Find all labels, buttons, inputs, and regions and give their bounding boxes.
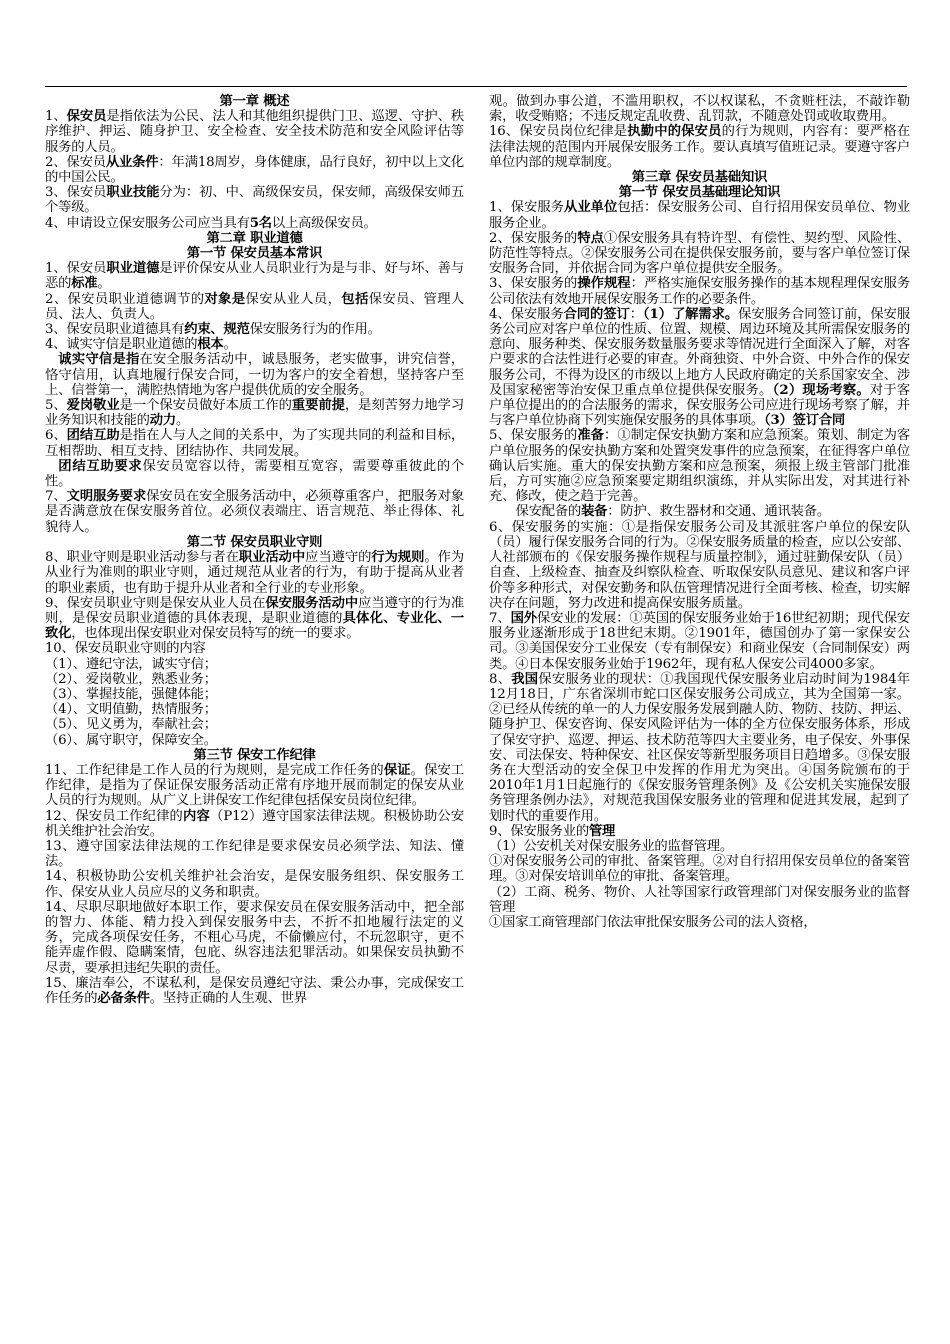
paragraph: 2、保安员职业道德调节的对象是保安从业人员，包括保安员、管理人员、法人、负责人。 [45, 291, 465, 322]
paragraph: 保安配备的装备：防护、救生器材和交通、通讯装备。 [515, 504, 830, 520]
paragraph: 3、保安员职业道德具有约束、规范保安服务行为的作用。 [45, 322, 381, 338]
paragraph: 9、保安员职业守则是保安从业人员在保安服务活动中应当遵守的行为准则，是保安员职业道德的具体表现，是职业道德的具体化、专业化、一致化，也体现出保安职业对保安员特写的统一的要求。 [45, 595, 464, 642]
paragraph: 5、爱岗敬业是一个保安员做好本质工作的重要前提，是刻苦努力地学习业务知识和技能的动力。 [45, 398, 465, 429]
list-item: （6）、属守职守，保障安全。 [45, 732, 217, 748]
paragraph: 11、工作纪律是工作人员的行为规则，是完成工作任务的保证。保安工作纪律，是指为了保证保安服务活动正常有序地开展而制定的保安从业人员的行为规则。从广义上讲保安工作纪律包括保安员岗位纪律。 [45, 762, 464, 809]
right-column [489, 94, 910, 930]
paragraph: 15、廉洁奉公，不谋私利，是保安员遵纪守法、秉公办事，完成保安工作任务的必备条件。坚持正确的人生观、世界 [45, 975, 464, 1006]
list-item: （5）、见义勇为，奉献社会； [45, 717, 217, 733]
paragraph: 10、保安员职业守则的内容 [45, 641, 206, 657]
paragraph: 7、文明服务要求保安员在安全服务活动中，必须尊重客户，把服务对象是否满意放在保安服务首位。必须仪表端庄、语言规范、举止得体、礼貌待人。 [45, 489, 464, 535]
paragraph: 8、职业守则是职业活动参与者在职业活动中应当遵守的行为规则。作为从业行为准则的职业守则，通过规范从业者的行为，有助于提高从业者的职业素质，也有助于提升从业者和全行业的专业形象。 [45, 550, 465, 596]
paragraph: 2、保安服务的特点①保安服务具有特许型、有偿性、契约型、风险性、防范性等特点。②保安服务公司在提供保安服务前，要与客户单位签订保安服务合同，并依据合同为客户单位提供安全服务。 [489, 230, 910, 277]
paragraph: 16、保安员岗位纪律是执勤中的保安员的行为规则，内容有：要严格在法律法规的范围内开展保安服务工作。要认真填写值班记录。要遵守客户单位内部的规章制度。 [489, 124, 910, 170]
paragraph: 2、保安员从业条件：年满18周岁，身体健康，品行良好，初中以上文化的中国公民。 [45, 154, 464, 186]
paragraph: 14、积极协助公安机关维护社会治安，是保安服务组织、保安服务工作、保安从业人员应尽的义务和职责。 [45, 869, 464, 900]
section-title: 第一节 保安员基本常识 [186, 246, 323, 262]
chapter-1-title: 第一章 概述 [219, 94, 290, 109]
paragraph: ①国家工商管理部门依法审批保安服务公司的法人资格， [489, 914, 817, 930]
paragraph: （1）公安机关对保安服务业的监督管理。 [489, 838, 734, 854]
paragraph: 5、保安服务的准备：①制定保安执勤方案和应急预案。策划、制定为客户单位服务的保安执勤方案和处置突发事件的应急预案，在征得客户单位确认后实施。重大的保安执勤方案和应急预案，须报上级主管部门批准后，方可实施②应急预案要定期组织演练，并从实际出发，对其进行补充、修改，使之趋于完善。 [489, 428, 910, 505]
paragraph: 诚实守信是指在安全服务活动中，诚恳服务，老实做事，讲究信誉，恪守信用，认真地履行保安合同，一切为客户的安全着想，坚持客户至上、信誉第一，满腔热情地为客户提供优质的安全服务。 [45, 352, 464, 398]
paragraph: 3、保安服务的操作规程：严格实施保安服务操作的基本规程理保安服务公司依法有效地开展保安服务工作的必要条件。 [489, 276, 910, 307]
paragraph: 6、保安服务的实施：①是指保安服务公司及其派驻客户单位的保安队（员）履行保安服务合同的行为。②保安服务质量的检查，应以公安部、人社部颁布的《保安服务操作规程与质量控制》，通过驻勤保安队（员）自查、上级检查、抽查及纠察队检查、听取保安队员意见、建议和客户评价等多种形式，对保安勤务和队伍管理情况进行全面考核、检查，切实解决存在问题，努力改进和提高保安服务质量。 [489, 519, 910, 611]
chapter-3-title: 第三章 保安员基础知识 [631, 170, 768, 186]
paragraph: 9、保安服务业的管理 [489, 823, 616, 839]
paragraph: 1、保安服务从业单位包括：保安服务公司、自行招用保安员单位、物业服务企业。 [489, 200, 910, 231]
paragraph: 4、保安服务合同的签订：（1）了解需求。保安服务合同签订前，保安服务公司应对客户单位的性质、位置、规模、周边环境及其所需保安服务的意向、服务种类、保安服务数量服务要求等情况进行全面深入了解，对客户要求的合法性进行必要的审查。外商独资、中外合资、中外合作的保安服务公司，不得为设区的市级以上地方人民政府确定的关系国家安全、涉及国家秘密等治安保卫重点单位提供保安服务。（2）现场考察。对于客户单位提出的的合法服务的需求，保安服务公司应进行现场考察了解，并与客户单位协商下列实施保安服务的具体事项。（3）签订合同 [489, 306, 910, 429]
paragraph: 1、保安员职业道德是评价保安从业人员职业行为是与非、好与坏、善与恶的标准。 [45, 261, 464, 292]
list-item: （3）、掌握技能，强健体能； [45, 686, 217, 702]
list-item: （2）、爱岗敬业，熟悉业务； [45, 671, 217, 687]
paragraph: 1、保安员是指依法为公民、法人和其他组织提供门卫、巡逻、守护、秩序维护、押运、随身护卫、安全检查、安全技术防范和安全风险评估等服务的人员。 [45, 109, 464, 155]
paragraph: 8、我国保安服务业的现状：①我国现代保安服务业启动时间为1984年12月18日，广东省深圳市蛇口区保安服务公司成立，其为全国第一家。②已经从传统的单一的人力保安服务发展到融人防、物防、技防、押运、随身护卫、保安咨询、保安风险评估为一体的全方位保安服务体系，形成了保安守护、巡逻、押运、技术防范等四大主要业务，电子保安、外事保安、司法保安、特种保安、社区保安等新型服务项目日趋增多。③保安服务在大型活动的安全保卫中发挥的作用尤为突出。④国务院颁布的于2010年1月1日起施行的《保安服务管理条例》及《公安机关实施保安服务管理条例办法》，对规范我国保安服务业的管理和促进其发展，起到了划时代的重要作用。 [489, 671, 911, 824]
paragraph: 7、国外保安业的发展：①英国的保安服务业始于16世纪初期；现代保安服务业逐渐形成于18世纪末期。②1901年，德国创办了第一家保安公司。③美国保安分工业保安（专有制保安）和商业保安（合同制保安）两类。④日本保安服务业始于1962年，现有私人保安公司4000多家。 [489, 610, 911, 672]
paragraph: 3、保安员职业技能分为：初、中、高级保安员，保安师，高级保安师五个等级。 [45, 185, 464, 216]
chapter-2-title: 第二章 职业道德 [206, 230, 303, 246]
section-title: 第三节 保安工作纪律 [193, 747, 316, 763]
paragraph: 12、保安员工作纪律的内容（P12）遵守国家法律法规。积极协助公安机关维护社会治安。 [45, 808, 464, 839]
list-item: （1）、遵纪守法，诚实守信； [45, 656, 217, 672]
section-title: 第一节 保安员基础理论知识 [618, 185, 781, 201]
paragraph: 4、申请设立保安服务公司应当具有5名以上高级保安员。 [45, 215, 377, 231]
left-column [45, 94, 464, 1006]
paragraph: ①对保安服务公司的审批、备案管理。②对自行招用保安员单位的备案管理。③对保安培训单位的审批、备案管理。 [489, 854, 910, 885]
paragraph: （2）工商、税务、物价、人社等国家行政管理部门对保安服务业的监督管理 [489, 884, 910, 915]
paragraph: 13、遵守国家法律法规的工作纪律是要求保安员必须学法、知法、懂法。 [45, 838, 464, 870]
list-item: （4）、文明值勤，热情服务； [45, 702, 217, 718]
paragraph: 14、尽职尽职地做好本职工作，要求保安员在保安服务活动中，把全部的智力、体能、精力投入到保安服务中去，不折不扣地履行法定的义务，完成各项保安任务，不粗心马虎，不偷懒应付，不玩忽职守，更不能弄虚作假、隐瞒案情，包庇、纵容违法犯罪活动。如果保安员执勤不尽责，要承担违纪失职的责任。 [45, 899, 464, 976]
paragraph: 6、团结互助是指在人与人之间的关系中，为了实现共同的利益和目标，互相帮助、相互支持、团结协作、共同发展。 [45, 428, 464, 459]
paragraph: 4、诚实守信是职业道德的根本。 [45, 337, 237, 353]
paragraph: 观。做到办事公道，不滥用职权，不以权谋私，不贪赃枉法，不敲诈勒索，收受贿赂；不违反规定乱收费、乱罚款，不随意处罚或收取费用。 [489, 94, 910, 125]
section-title: 第二节 保安员职业守则 [186, 534, 323, 550]
header-rule [45, 86, 907, 87]
paragraph: 团结互助要求保安员宽容以待，需要相互宽容，需要尊重彼此的个性。 [45, 458, 464, 490]
